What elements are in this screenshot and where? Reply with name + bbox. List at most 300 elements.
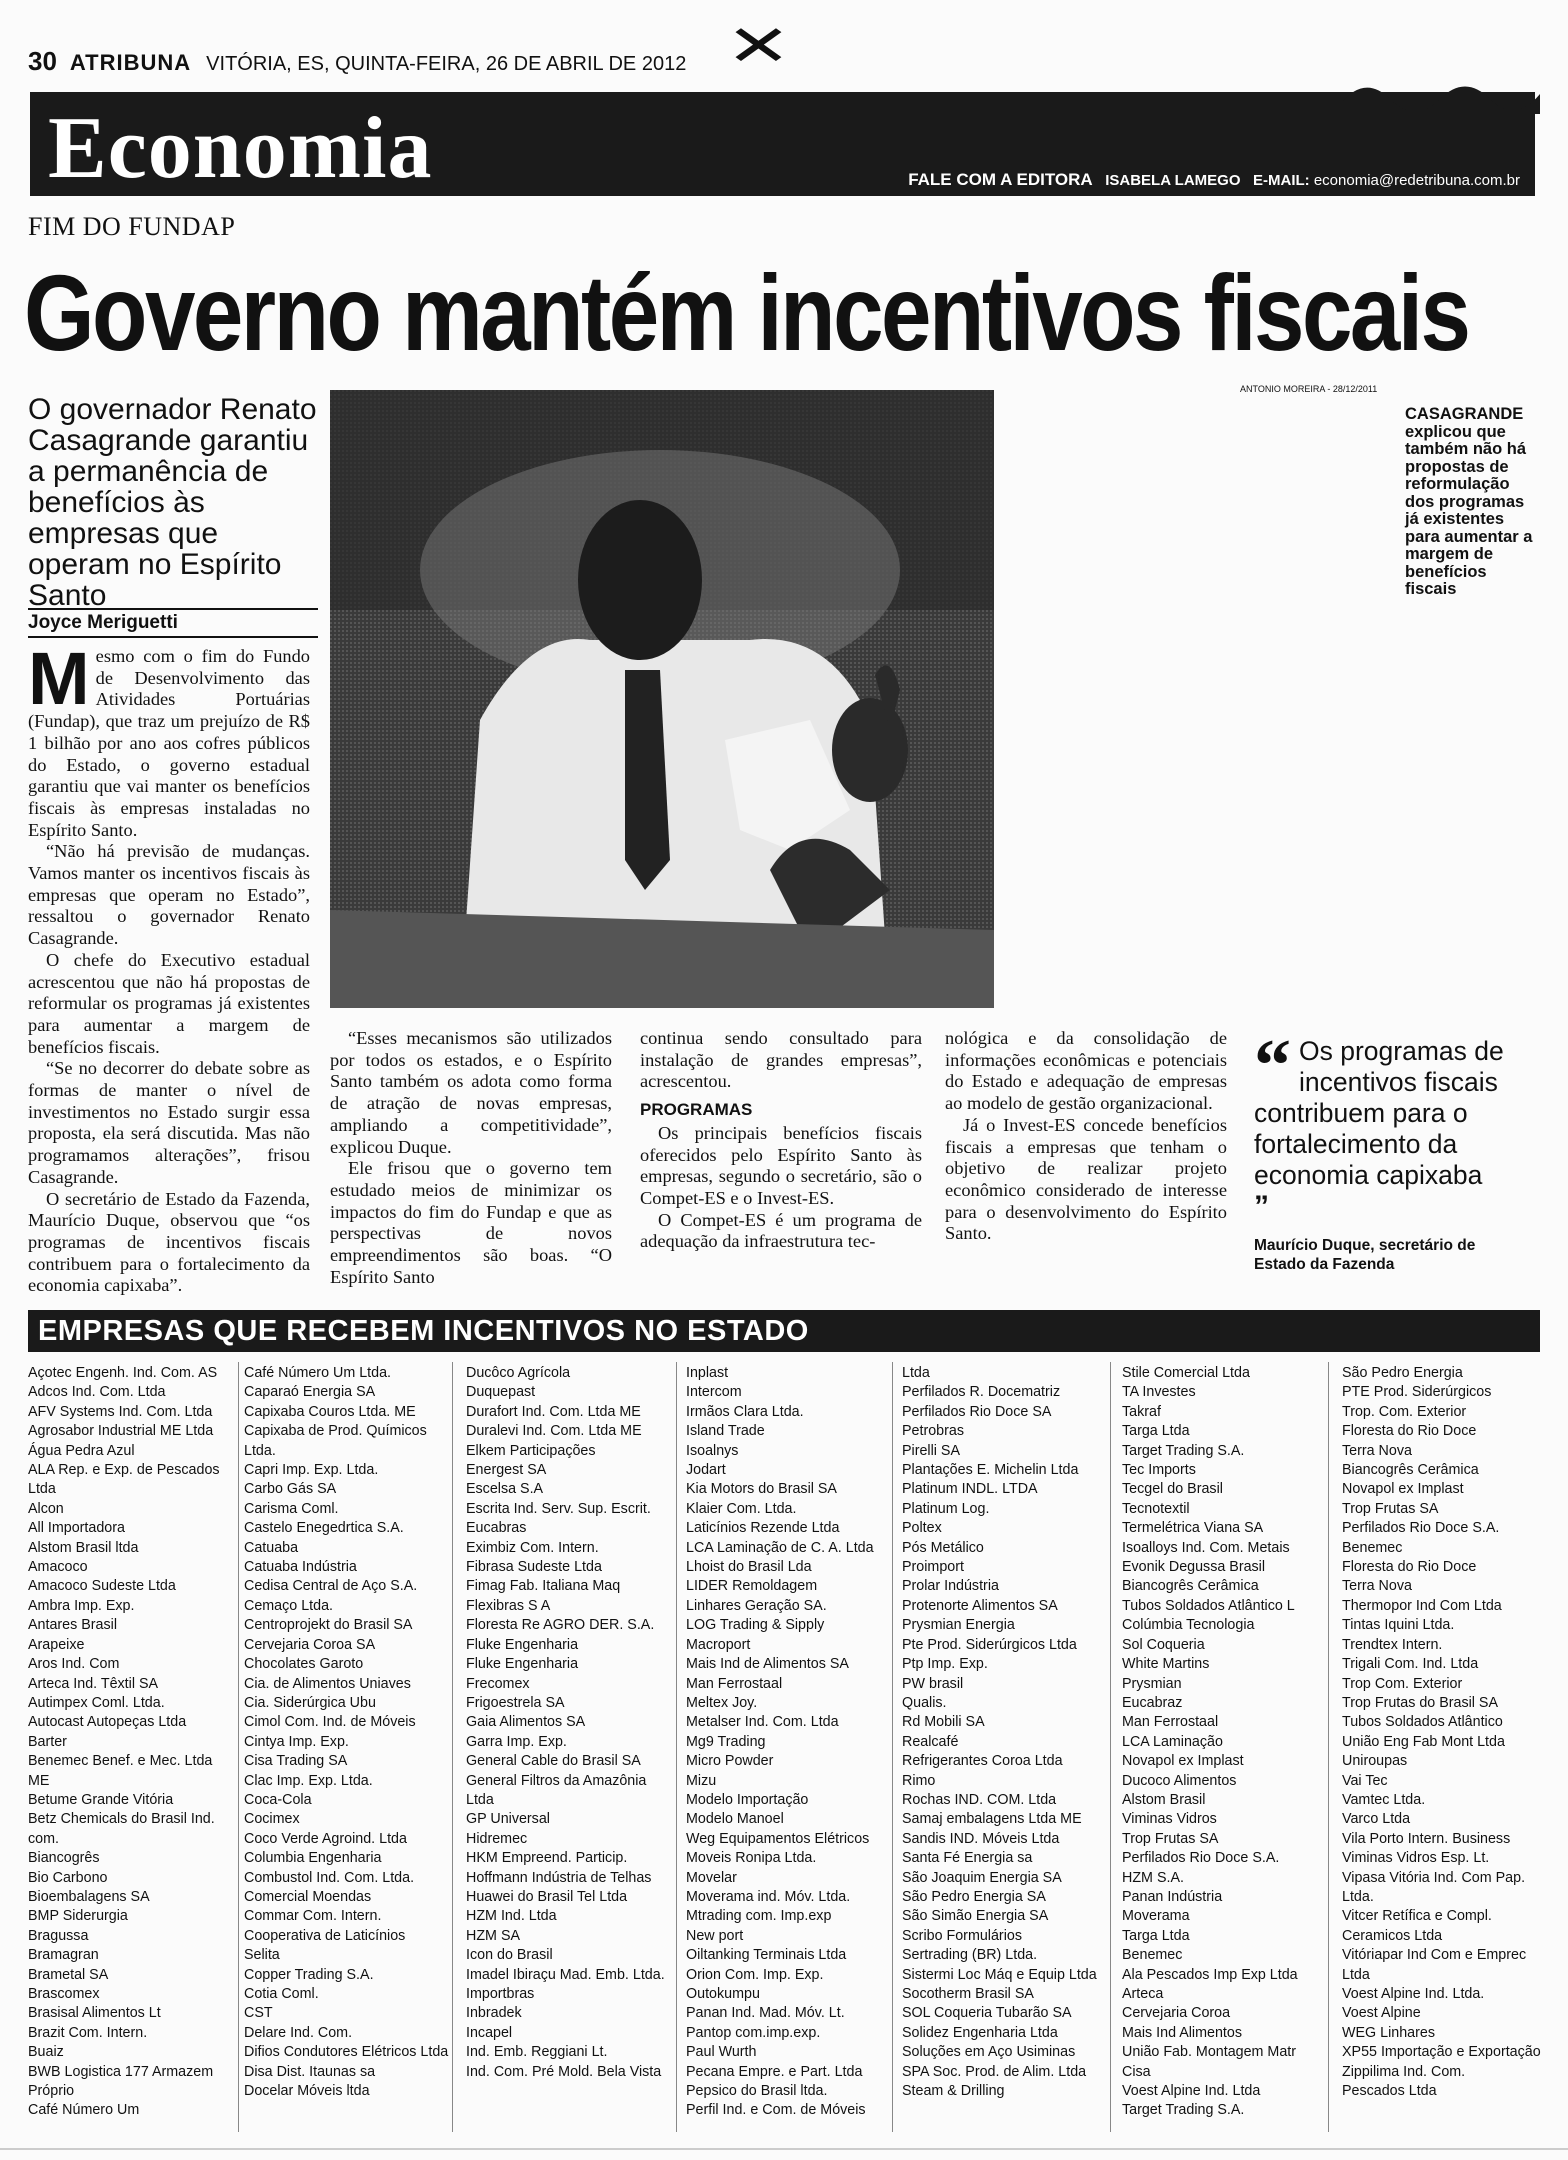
company-name: Vitóriapar Ind Com e Emprec Ltda xyxy=(1342,1947,1527,1983)
company-name: Hoffmann Indústria de Telhas xyxy=(466,1869,652,1886)
company-name: Ind. Emb. Reggiani Lt. xyxy=(466,2044,608,2061)
deck: O governador Renato Casagrande garantiu a permanência de benefícios às empresas que operam no Espírito Santo xyxy=(28,393,317,612)
company-name: Tubos Soldados Atlântico L xyxy=(1122,1597,1295,1614)
company-name: Catuaba xyxy=(244,1539,299,1556)
company-name: Metalser Ind. Com. Ltda xyxy=(686,1714,839,1731)
pull-quote-text: Os programas de incentivos fiscais contribuem para o fortalecimento da economia capixaba xyxy=(1254,1036,1504,1190)
company-name: BMP Siderurgia xyxy=(28,1908,128,1925)
company-name: Perfilados Rio Doce S.A. xyxy=(1342,1520,1500,1537)
company-name: Uniroupas xyxy=(1342,1753,1408,1770)
company-name: Betume Grande Vitória xyxy=(28,1791,174,1808)
company-name: Soluções em Aço Usiminas xyxy=(902,2044,1076,2061)
paragraph: O secretário de Estado da Fazenda, Maurício Duque, observou que “os programas de incentivos fiscais contribuem para o fortalecimento da economia capixaba”. xyxy=(28,1188,310,1296)
company-name: Betz Chemicals do Brasil Ind. com. xyxy=(28,1811,215,1847)
company-name: Tecnotextil xyxy=(1122,1500,1190,1517)
company-name: Catuaba Indústria xyxy=(244,1559,357,1576)
company-name: Ambra Imp. Exp. xyxy=(28,1597,135,1614)
photo-caption xyxy=(1405,406,1535,599)
company-name: Perfil Ind. e Com. de Móveis xyxy=(686,2102,866,2119)
company-name: Icon do Brasil xyxy=(466,1947,553,1964)
company-name: União Eng Fab Mont Ltda xyxy=(1342,1733,1505,1750)
company-name: Biancogrês Cerâmica xyxy=(1122,1578,1259,1595)
company-name: GP Universal xyxy=(466,1811,550,1828)
company-name: Brametal SA xyxy=(28,1966,109,1983)
company-name: Terra Nova xyxy=(1342,1442,1412,1459)
company-name: Trendtex Intern. xyxy=(1342,1636,1443,1653)
company-name: Capri Imp. Exp. Ltda. xyxy=(244,1462,379,1479)
company-name: Qualis. xyxy=(902,1694,947,1711)
company-name: Proimport xyxy=(902,1559,964,1576)
company-name: Prysmian xyxy=(1122,1675,1182,1692)
company-name: Centroprojekt do Brasil SA xyxy=(244,1617,413,1634)
company-name: Meltex Joy. xyxy=(686,1694,758,1711)
company-name: Autimpex Coml. Ltda. xyxy=(28,1694,165,1711)
company-name: Frigoestrela SA xyxy=(466,1694,565,1711)
open-quote-icon: “ xyxy=(1254,1025,1291,1107)
company-name: Coca-Cola xyxy=(244,1791,312,1808)
company-name: Cimol Com. Ind. de Móveis xyxy=(244,1714,416,1731)
publication-name: ATRIBUNA xyxy=(69,50,192,75)
company-name: Cervejaria Coroa xyxy=(1122,2005,1231,2022)
company-name: Novapol ex Implast xyxy=(1342,1481,1464,1498)
company-name: Perfilados Rio Doce S.A. xyxy=(1122,1850,1280,1867)
company-name: Duquepast xyxy=(466,1384,536,1401)
company-name: Garra Imp. Exp. xyxy=(466,1733,567,1750)
photo-credit: ANTONIO MOREIRA - 28/12/2011 xyxy=(1240,384,1378,394)
company-name: São Pedro Energia SA xyxy=(902,1888,1046,1905)
company-name: Ltda xyxy=(902,1365,930,1381)
kicker: FIM DO FUNDAP xyxy=(28,212,236,241)
company-name: Gaia Alimentos SA xyxy=(466,1714,586,1731)
company-name: Arapeixe xyxy=(28,1636,85,1653)
company-name: Comercial Moendas xyxy=(244,1888,372,1905)
company-name: Antares Brasil xyxy=(28,1617,117,1634)
company-name: Pós Metálico xyxy=(902,1539,984,1556)
company-name: Floresta do Rio Doce xyxy=(1342,1559,1477,1576)
company-name: Panan Ind. Mad. Móv. Lt. xyxy=(686,2005,845,2022)
company-name: Ceramicos Ltda xyxy=(1342,1927,1443,1944)
company-name: Benemec xyxy=(1122,1947,1183,1964)
company-name: Viminas Vidros xyxy=(1122,1811,1217,1828)
company-name: Carbo Gás SA xyxy=(244,1481,337,1498)
company-name: Protenorte Alimentos SA xyxy=(902,1597,1058,1614)
company-name: Linhares Geração SA. xyxy=(686,1597,827,1614)
company-name: Thermopor Ind Com Ltda xyxy=(1342,1597,1502,1614)
company-name: General Cable do Brasil SA xyxy=(466,1753,641,1770)
company-column xyxy=(902,1364,1107,2101)
company-name: Mais Ind Alimentos xyxy=(1122,2024,1242,2041)
company-name: Vipasa Vitória Ind. Com Pap. Ltda. xyxy=(1342,1869,1526,1905)
paragraph: O Compet-ES é um programa de adequação da infraestrutura tec- xyxy=(640,1209,922,1252)
company-name: Durafort Ind. Com. Ltda ME xyxy=(466,1403,641,1420)
company-name: São Joaquim Energia SA xyxy=(902,1869,1062,1886)
company-name: Modelo Importação xyxy=(686,1791,809,1808)
company-name: SOL Coqueria Tubarão SA xyxy=(902,2005,1072,2022)
company-name: Tec Imports xyxy=(1122,1462,1196,1479)
article-column-1 xyxy=(28,637,310,1297)
company-column xyxy=(28,1364,233,2121)
company-name: Docelar Móveis ltda xyxy=(244,2083,370,2100)
company-name: Voest Alpine Ind. Ltda xyxy=(1122,2083,1261,2100)
company-name: Movelar xyxy=(686,1869,737,1886)
company-name: Eximbiz Com. Intern. xyxy=(466,1539,599,1556)
column-rule xyxy=(1328,1362,1329,2132)
company-name: Elkem Participações xyxy=(466,1442,596,1459)
company-name: Coco Verde Agroind. Ltda xyxy=(244,1830,407,1847)
company-name: Autocast Autopeças Ltda xyxy=(28,1714,187,1731)
company-name: Caparaó Energia SA xyxy=(244,1384,376,1401)
company-name: Buaiz xyxy=(28,2044,64,2061)
company-name: Clac Imp. Exp. Ltda. xyxy=(244,1772,373,1789)
company-name: SPA Soc. Prod. de Alim. Ltda xyxy=(902,2063,1087,2080)
company-name: Macroport xyxy=(686,1636,751,1653)
company-name: Cia. Siderúrgica Ubu xyxy=(244,1694,376,1711)
company-name: Intercom xyxy=(686,1384,742,1401)
company-name: Mizu xyxy=(686,1772,717,1789)
company-name: Mtrading com. Imp.exp xyxy=(686,1908,832,1925)
company-name: Kia Motors do Brasil SA xyxy=(686,1481,837,1498)
company-name: Ind. Com. Pré Mold. Bela Vista xyxy=(466,2063,662,2080)
company-name: Sol Coqueria xyxy=(1122,1636,1205,1653)
byline: Joyce Meriguetti xyxy=(28,608,318,638)
company-name: Platinum INDL. LTDA xyxy=(902,1481,1038,1498)
caption-name: CASAGRANDE xyxy=(1405,405,1524,423)
company-name: Voest Alpine xyxy=(1342,2005,1421,2022)
company-name: Cisa Trading SA xyxy=(244,1753,348,1770)
company-name: Escelsa S.A xyxy=(466,1481,544,1498)
paragraph: Ele frisou que o governo tem estudado meios de minimizar os impactos do fim do Fundap e que as perspectivas de novos empreendimentos são boas. “O Espírito Santo xyxy=(330,1158,612,1287)
column-rule xyxy=(452,1362,453,2132)
company-name: Trop Frutas SA xyxy=(1342,1500,1439,1517)
headline: Governo mantém incentivos fiscais xyxy=(24,252,1469,373)
company-name: Orion Com. Imp. Exp. xyxy=(686,1966,824,1983)
company-name: Samaj embalagens Ltda ME xyxy=(902,1811,1082,1828)
company-name: Eucabraz xyxy=(1122,1694,1183,1711)
company-name: Plantações E. Michelin Ltda xyxy=(902,1462,1079,1479)
company-name: Modelo Manoel xyxy=(686,1811,784,1828)
column-rule xyxy=(238,1362,239,2132)
page-edge xyxy=(0,2148,1568,2150)
company-name: Paul Wurth xyxy=(686,2044,757,2061)
company-name: HZM S.A. xyxy=(1122,1869,1184,1886)
email-label: E-MAIL: xyxy=(1253,172,1310,189)
company-name: WEG Linhares xyxy=(1342,2024,1435,2041)
folio-line xyxy=(28,46,1548,77)
company-name: Isoalnys xyxy=(686,1442,739,1459)
company-column xyxy=(686,1364,891,2121)
email-address[interactable]: economia@redetribuna.com.br xyxy=(1313,172,1520,189)
company-name: Jodart xyxy=(686,1462,726,1479)
company-name: Outokumpu xyxy=(686,1986,760,2002)
company-name: Rimo xyxy=(902,1772,936,1789)
company-column xyxy=(466,1364,671,2082)
company-name: All Importadora xyxy=(28,1520,125,1537)
company-name: PTE Prod. Siderúrgicos xyxy=(1342,1384,1492,1401)
company-name: Aros Ind. Com xyxy=(28,1656,120,1673)
company-name: Eucabras xyxy=(466,1520,527,1537)
company-name: São Simão Energia SA xyxy=(902,1908,1049,1925)
company-name: ALA Rep. e Exp. de Pescados Ltda xyxy=(28,1462,220,1498)
company-name: Cooperativa de Laticínios xyxy=(244,1927,406,1944)
company-name: XP55 Importação e Exportação xyxy=(1342,2044,1541,2061)
company-name: Klaier Com. Ltda. xyxy=(686,1500,797,1517)
company-name: Perfilados Rio Doce SA xyxy=(902,1403,1052,1420)
company-name: Copper Trading S.A. xyxy=(244,1966,374,1983)
company-name: Água Pedra Azul xyxy=(28,1442,135,1459)
company-name: Biancogrês Cerâmica xyxy=(1342,1462,1479,1479)
company-name: Scribo Formulários xyxy=(902,1927,1022,1944)
company-name: Tintas Iquini Ltda. xyxy=(1342,1617,1455,1634)
company-name: TA Investes xyxy=(1122,1384,1196,1401)
company-name: Bragussa xyxy=(28,1927,89,1944)
company-name: Energest SA xyxy=(466,1462,547,1479)
company-name: Trop Frutas SA xyxy=(1122,1830,1219,1847)
company-name: Huawei do Brasil Tel Ltda xyxy=(466,1888,628,1905)
company-name: Termelétrica Viana SA xyxy=(1122,1520,1264,1537)
company-name: Café Número Um xyxy=(28,2102,140,2119)
company-name: LIDER Remoldagem xyxy=(686,1578,818,1595)
company-name: Moverama xyxy=(1122,1908,1190,1925)
company-name: Chocolates Garoto xyxy=(244,1656,364,1673)
company-name: Tecgel do Brasil xyxy=(1122,1481,1223,1498)
company-name: Tubos Soldados Atlântico xyxy=(1342,1714,1503,1731)
company-name: Ducôco Agrícola xyxy=(466,1365,571,1381)
company-name: Rochas IND. COM. Ltda xyxy=(902,1791,1057,1808)
company-name: Capixaba de Prod. Químicos Ltda. xyxy=(244,1423,427,1459)
company-name: CST xyxy=(244,2005,273,2022)
company-name: Frecomex xyxy=(466,1675,530,1692)
article-column-2 xyxy=(330,1028,612,1288)
company-name: Cintya Imp. Exp. xyxy=(244,1733,349,1750)
company-name: Importbras xyxy=(466,1986,535,2002)
article-column-4 xyxy=(945,1028,1227,1245)
column-rule xyxy=(1110,1362,1111,2132)
company-name: Target Trading S.A. xyxy=(1122,1442,1245,1459)
company-name: Solidez Engenharia Ltda xyxy=(902,2024,1058,2041)
company-name: Cia. de Alimentos Uniaves xyxy=(244,1675,411,1692)
paragraph: nológica e da consolidação de informações econômicas e potenciais do Estado e adequação de empresas ao modelo de gestão organizacional. xyxy=(945,1028,1227,1114)
company-name: Pte Prod. Siderúrgicos Ltda xyxy=(902,1636,1077,1653)
company-name: Vai Tec xyxy=(1342,1772,1388,1789)
company-name: Mg9 Trading xyxy=(686,1733,766,1750)
company-name: São Pedro Energia xyxy=(1342,1365,1463,1381)
handwritten-x-mark: ✕ xyxy=(725,14,792,79)
company-name: União Fab. Montagem Matr xyxy=(1122,2044,1297,2061)
company-name: Vila Porto Intern. Business xyxy=(1342,1830,1511,1847)
company-name: Commar Com. Intern. xyxy=(244,1908,382,1925)
company-name: Combustol Ind. Com. Ltda. xyxy=(244,1869,415,1886)
section-title: Economia xyxy=(48,100,433,197)
company-name: Amacoco xyxy=(28,1559,88,1576)
company-name: Pescados Ltda xyxy=(1342,2083,1437,2100)
company-name: Amacoco Sudeste Ltda xyxy=(28,1578,176,1595)
company-name: Takraf xyxy=(1122,1403,1161,1420)
company-name: Floresta do Rio Doce xyxy=(1342,1423,1477,1440)
company-name: Trop Frutas do Brasil SA xyxy=(1342,1694,1498,1711)
wave-decoration xyxy=(1340,74,1540,114)
column-rule xyxy=(676,1362,677,2132)
subhead: PROGRAMAS xyxy=(640,1100,753,1120)
company-name: Agrosabor Industrial ME Ltda xyxy=(28,1423,214,1440)
company-name: Escrita Ind. Serv. Sup. Escrit. xyxy=(466,1500,651,1517)
governor-photo xyxy=(330,390,994,1008)
company-name: Difios Condutores Elétricos Ltda xyxy=(244,2044,449,2061)
company-name: Brazit Com. Intern. xyxy=(28,2024,148,2041)
column-rule xyxy=(892,1362,893,2132)
pull-quote xyxy=(1254,1025,1504,1223)
company-name: Vamtec Ltda. xyxy=(1342,1791,1426,1808)
caption-text: explicou que também não há propostas de reformulação dos programas já existentes para aumentar a margem de benefícios fiscais xyxy=(1405,422,1533,598)
company-name: Brasisal Alimentos Lt xyxy=(28,2005,161,2022)
article-column-3 xyxy=(640,1028,922,1253)
company-name: Isoalloys Ind. Com. Metais xyxy=(1122,1539,1290,1556)
company-name: Cemaço Ltda. xyxy=(244,1597,334,1614)
company-name: Bramagran xyxy=(28,1947,99,1964)
company-name: Bio Carbono xyxy=(28,1869,108,1886)
company-name: Platinum Log. xyxy=(902,1500,990,1517)
company-name: Capixaba Couros Ltda. ME xyxy=(244,1403,416,1420)
company-name: HZM SA xyxy=(466,1927,521,1944)
company-name: Bioembalagens SA xyxy=(28,1888,150,1905)
company-name: Moverama ind. Móv. Ltda. xyxy=(686,1888,851,1905)
company-name: Fibrasa Sudeste Ltda xyxy=(466,1559,602,1576)
paragraph: continua sendo consultado para instalação de grandes empresas”, acrescentou. xyxy=(640,1028,922,1092)
company-name: Evonik Degussa Brasil xyxy=(1122,1559,1266,1576)
company-name: Columbia Engenharia xyxy=(244,1850,382,1867)
company-name: Incapel xyxy=(466,2024,513,2041)
company-name: Alcon xyxy=(28,1500,64,1517)
company-name: Biancogrês xyxy=(28,1850,100,1867)
paragraph: Mesmo com o fim do Fundo de Desenvolvimento das Atividades Portuárias (Fundap), que traz um prejuízo de R$ 1 bilhão por ano aos cofres públicos do Estado, o governo estadual garantiu que vai manter os benefícios fiscais às empresas instaladas no Espírito Santo. xyxy=(28,637,310,840)
company-name: Voest Alpine Ind. Ltda. xyxy=(1342,1986,1485,2002)
company-name: Prolar Indústria xyxy=(902,1578,999,1595)
company-name: Carisma Coml. xyxy=(244,1500,339,1517)
company-name: Realcafé xyxy=(902,1733,959,1750)
company-name: Laticínios Rezende Ltda xyxy=(686,1520,840,1537)
quote-attribution: Maurício Duque, secretário de Estado da Fazenda xyxy=(1254,1237,1476,1273)
company-name: Micro Powder xyxy=(686,1753,774,1770)
company-name: Colúmbia Tecnologia xyxy=(1122,1617,1255,1634)
paragraph: Os principais benefícios fiscais oferecidos pelo Espírito Santo às empresas, segundo o secretário, são o Compet-ES e o Invest-ES. xyxy=(640,1122,922,1208)
company-name: Inplast xyxy=(686,1365,729,1381)
company-name: LOG Trading & Sipply xyxy=(686,1617,825,1634)
company-name: Benemec Benef. e Mec. Ltda ME xyxy=(28,1753,213,1789)
company-name: Ptp Imp. Exp. xyxy=(902,1656,988,1673)
company-name: Novapol ex Implast xyxy=(1122,1753,1244,1770)
company-name: Trigali Com. Ind. Ltda xyxy=(1342,1656,1479,1673)
company-name: HKM Empreend. Particip. xyxy=(466,1850,628,1867)
company-name: Sistermi Loc Máq e Equip Ltda xyxy=(902,1966,1097,1983)
company-name: Oiltanking Terminais Ltda xyxy=(686,1947,847,1964)
paragraph: O chefe do Executivo estadual acrescentou que não há propostas de reformular os programas já existentes para aumentar a margem de benefícios fiscais. xyxy=(28,949,310,1057)
company-name: Café Número Um Ltda. xyxy=(244,1365,391,1381)
company-name: Trop. Com. Exterior xyxy=(1342,1403,1467,1420)
company-name: Castelo Enegedrtica S.A. xyxy=(244,1520,404,1537)
company-column xyxy=(244,1364,449,2101)
company-name: Socotherm Brasil SA xyxy=(902,1986,1034,2002)
company-name: Sertrading (BR) Ltda. xyxy=(902,1947,1038,1964)
company-name: Fluke Engenharia xyxy=(466,1636,579,1653)
company-name: Terra Nova xyxy=(1342,1578,1412,1595)
company-name: Arteca Ind. Têxtil SA xyxy=(28,1675,159,1692)
company-name: Island Trade xyxy=(686,1423,765,1440)
company-name: Mais Ind de Alimentos SA xyxy=(686,1656,849,1673)
company-name: Targa Ltda xyxy=(1122,1423,1190,1440)
company-name: Santa Fé Energia sa xyxy=(902,1850,1033,1867)
company-name: Flexibras S A xyxy=(466,1597,551,1614)
company-name: PW brasil xyxy=(902,1675,964,1692)
page-number: 30 xyxy=(28,46,57,76)
company-name: Lhoist do Brasil Lda xyxy=(686,1559,812,1576)
editor-name: ISABELA LAMEGO xyxy=(1105,172,1241,189)
company-name: Poltex xyxy=(902,1520,942,1537)
company-name: Adcos Ind. Com. Ltda xyxy=(28,1384,166,1401)
company-name: General Filtros da Amazônia Ltda xyxy=(466,1772,647,1808)
companies-list-title: EMPRESAS QUE RECEBEM INCENTIVOS NO ESTADO xyxy=(28,1310,1540,1352)
company-name: Açotec Engenh. Ind. Com. AS xyxy=(28,1365,218,1381)
company-name: Trop Com. Exterior xyxy=(1342,1675,1463,1692)
company-name: Irmãos Clara Ltda. xyxy=(686,1403,804,1420)
company-name: Imadel Ibiraçu Mad. Emb. Ltda. xyxy=(466,1966,665,1983)
drop-cap: M xyxy=(28,637,90,720)
company-name: Floresta Re AGRO DER. S.A. xyxy=(466,1617,655,1634)
company-name: Varco Ltda xyxy=(1342,1811,1411,1828)
company-name: Arteca xyxy=(1122,1986,1164,2002)
company-name: Pantop com.imp.exp. xyxy=(686,2024,821,2041)
company-name: Man Ferrostaal xyxy=(1122,1714,1219,1731)
company-column xyxy=(1342,1364,1547,2101)
company-name: LCA Laminação xyxy=(1122,1733,1223,1750)
company-name: Cervejaria Coroa SA xyxy=(244,1636,376,1653)
company-name: Pecana Empre. e Part. Ltda xyxy=(686,2063,863,2080)
company-name: BWB Logistica 177 Armazem Próprio xyxy=(28,2063,214,2100)
company-name: Moveis Ronipa Ltda. xyxy=(686,1850,817,1867)
company-name: Vitcer Retífica e Compl. xyxy=(1342,1908,1492,1925)
company-name: Cedisa Central de Aço S.A. xyxy=(244,1578,418,1595)
company-name: Ala Pescados Imp Exp Ltda xyxy=(1122,1966,1298,1983)
company-name: AFV Systems Ind. Com. Ltda xyxy=(28,1403,213,1420)
company-name: Selita xyxy=(244,1947,280,1964)
company-name: Cisa xyxy=(1122,2063,1151,2080)
editor-contact xyxy=(908,170,1520,190)
company-name: Brascomex xyxy=(28,1986,100,2002)
paragraph: “Não há previsão de mudanças. Vamos manter os incentivos fiscais às empresas que operam no Estado”, ressaltou o governador Renato Casagrande. xyxy=(28,841,310,949)
dateline: VITÓRIA, ES, QUINTA-FEIRA, 26 DE ABRIL DE 2012 xyxy=(206,53,687,75)
contact-label: FALE COM A EDITORA xyxy=(908,170,1093,189)
close-quote-icon: ” xyxy=(1254,1190,1269,1223)
company-name: Alstom Brasil xyxy=(1122,1791,1206,1808)
company-name: Duralevi Ind. Com. Ltda ME xyxy=(466,1423,642,1440)
company-name: HZM Ind. Ltda xyxy=(466,1908,557,1925)
paragraph: “Esses mecanismos são utilizados por todos os estados, e o Espírito Santo também os adota como forma de atração de novas empresas, ampliando a competitividade”, explicou Duque. xyxy=(330,1028,612,1157)
company-name: Fimag Fab. Italiana Maq xyxy=(466,1578,621,1595)
company-name: Stile Comercial Ltda xyxy=(1122,1365,1250,1381)
company-name: Panan Indústria xyxy=(1122,1888,1223,1905)
company-name: New port xyxy=(686,1927,744,1944)
company-name: Viminas Vidros Esp. Lt. xyxy=(1342,1850,1490,1867)
company-name: Targa Ltda xyxy=(1122,1927,1190,1944)
company-name: Steam & Drilling xyxy=(902,2083,1005,2100)
paragraph: Já o Invest-ES concede benefícios fiscais a empresas que tenham o objetivo de realizar projeto econômico considerado de interesse para o desenvolvimento do Espírito Santo. xyxy=(945,1114,1227,1244)
company-name: Alstom Brasil ltda xyxy=(28,1539,139,1556)
company-name: Weg Equipamentos Elétricos xyxy=(686,1830,870,1847)
company-name: Disa Dist. Itaunas sa xyxy=(244,2063,376,2080)
company-name: Fluke Engenharia xyxy=(466,1656,579,1673)
company-name: Barter xyxy=(28,1733,67,1750)
company-name: Delare Ind. Com. xyxy=(244,2024,353,2041)
company-name: Target Trading S.A. xyxy=(1122,2102,1245,2119)
company-name: Benemec xyxy=(1342,1539,1403,1556)
